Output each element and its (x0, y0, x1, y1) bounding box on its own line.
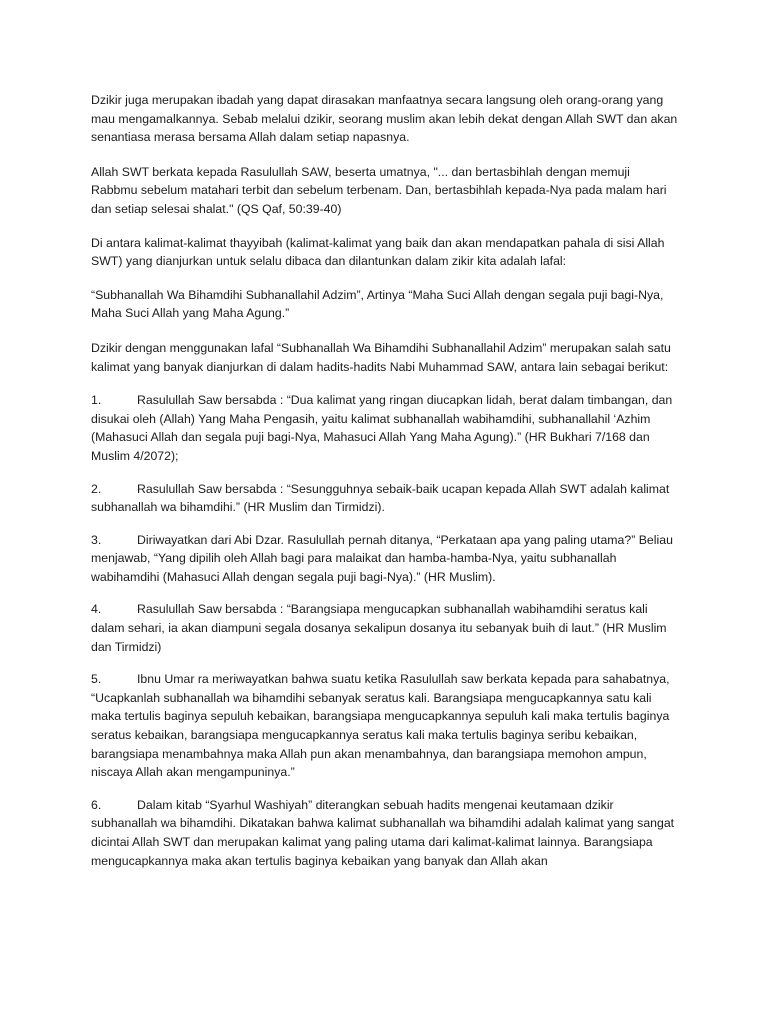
paragraph-lafal-meaning: “Subhanallah Wa Bihamdihi Subhanallahil Adzim”, Artinya “Maha Suci Allah dengan segala puji bagi-Nya, Maha Suci Allah yang Maha Agung.” (91, 287, 664, 321)
list-item-number: 6. (91, 797, 102, 812)
list-item-text: Rasulullah Saw bersabda : “Barangsiapa mengucapkan subhanallah wabihamdihi seratus kali dalam sehari, ia akan diampuni segala dosanya sekalipun dosanya itu sebanyak buih di laut.” (HR Muslim dan Tirmidzi) (91, 602, 667, 654)
list-item (91, 391, 679, 465)
paragraph-quran-quote: Allah SWT berkata kepada Rasulullah SAW, beserta umatnya, "... dan bertasbihlah dengan memuji Rabbmu sebelum matahari terbit dan sebelum terbenam. Dan, bertasbihlah kepada-Nya pada malam hari dan setiap selesai shalat." (QS Qaf, 50:39-40) (91, 164, 667, 216)
list-item-number: 4. (91, 602, 102, 617)
list-item-number: 5. (91, 672, 102, 687)
list-item-text: Diriwayatkan dari Abi Dzar. Rasulullah pernah ditanya, “Perkataan apa yang paling utama?” Beliau menjawab, “Yang dipilih oleh Allah bagi para malaikat dan hamba-hamba-Nya, yaitu subhanallah wabihamdihi (Mahasuci Allah dengan segala puji bagi-Nya).” (HR Muslim). (91, 532, 673, 584)
list-item (91, 670, 679, 782)
paragraph-intro: Dzikir juga merupakan ibadah yang dapat dirasakan manfaatnya secara langsung oleh orang-orang yang mau mengamalkannya. Sebab melalui dzikir, seorang muslim akan lebih dekat dengan Allah SWT dan akan senantiasa merasa bersama Allah dalam setiap napasnya. (91, 93, 678, 145)
list-item-number: 2. (91, 481, 102, 496)
list-item-number: 3. (91, 532, 102, 547)
list-item-text: Dalam kitab “Syarhul Washiyah” diterangkan sebuah hadits mengenai keutamaan dzikir subhanallah wa bihamdihi. Dikatakan bahwa kalimat subhanallah wa bihamdihi adalah kalimat yang sangat dicintai Allah SWT dan merupakan kalimat yang paling utama dari kalimat-kalimat lainnya. Barangsiapa mengucapkannya maka akan tertulis baginya kebaikan yang banyak dan Allah akan (91, 797, 675, 868)
list-item (91, 600, 679, 656)
paragraph-hadith-intro: Dzikir dengan menggunakan lafal “Subhanallah Wa Bihamdihi Subhanallahil Adzim” merupakan salah satu kalimat yang banyak dianjurkan di dalam hadits-hadits Nabi Muhammad SAW, antara lain sebagai berikut: (91, 340, 671, 374)
list-item-number: 1. (91, 393, 102, 408)
list-item-text: Rasulullah Saw bersabda : “Sesungguhnya sebaik-baik ucapan kepada Allah SWT adalah kalimat subhanallah wa bihamdihi.” (HR Muslim dan Tirmidzi). (91, 481, 670, 515)
list-item (91, 480, 679, 517)
list-item (91, 796, 679, 870)
list-item (91, 531, 679, 587)
paragraph-kalimat-thayyibah: Di antara kalimat-kalimat thayyibah (kalimat-kalimat yang baik dan akan mendapatkan pahala di sisi Allah SWT) yang dianjurkan untuk selalu dibaca dan dilantunkan dalam zikir kita adalah lafal: (91, 235, 665, 269)
list-item-text: Ibnu Umar ra meriwayatkan bahwa suatu ketika Rasulullah saw berkata kepada para sahabatnya, “Ucapkanlah subhanallah wa bihamdihi sebanyak seratus kali. Barangsiapa mengucapkannya satu kali maka tertulis baginya sepuluh kebaikan, barangsiapa mengucapkannya sepuluh kali maka tertulis baginya seratus kebaikan, barangsiapa mengucapkannya seratus kali maka tertulis baginya seribu kebaikan, barangsiapa menambahnya maka Allah pun akan menambahnya, dan barangsiapa memohon ampun, niscaya Allah akan mengampuninya.” (91, 672, 670, 780)
list-item-text: Rasulullah Saw bersabda : “Dua kalimat yang ringan diucapkan lidah, berat dalam timbangan, dan disukai oleh (Allah) Yang Maha Pengasih, yaitu kalimat subhanallah wabihamdihi, subhanallahil ‘Azhim (Mahasuci Allah dan segala puji bagi-Nya, Mahasuci Allah Yang Maha Agung).” (HR Bukhari 7/168 dan Muslim 4/2072); (91, 393, 673, 463)
document-body (91, 91, 679, 884)
